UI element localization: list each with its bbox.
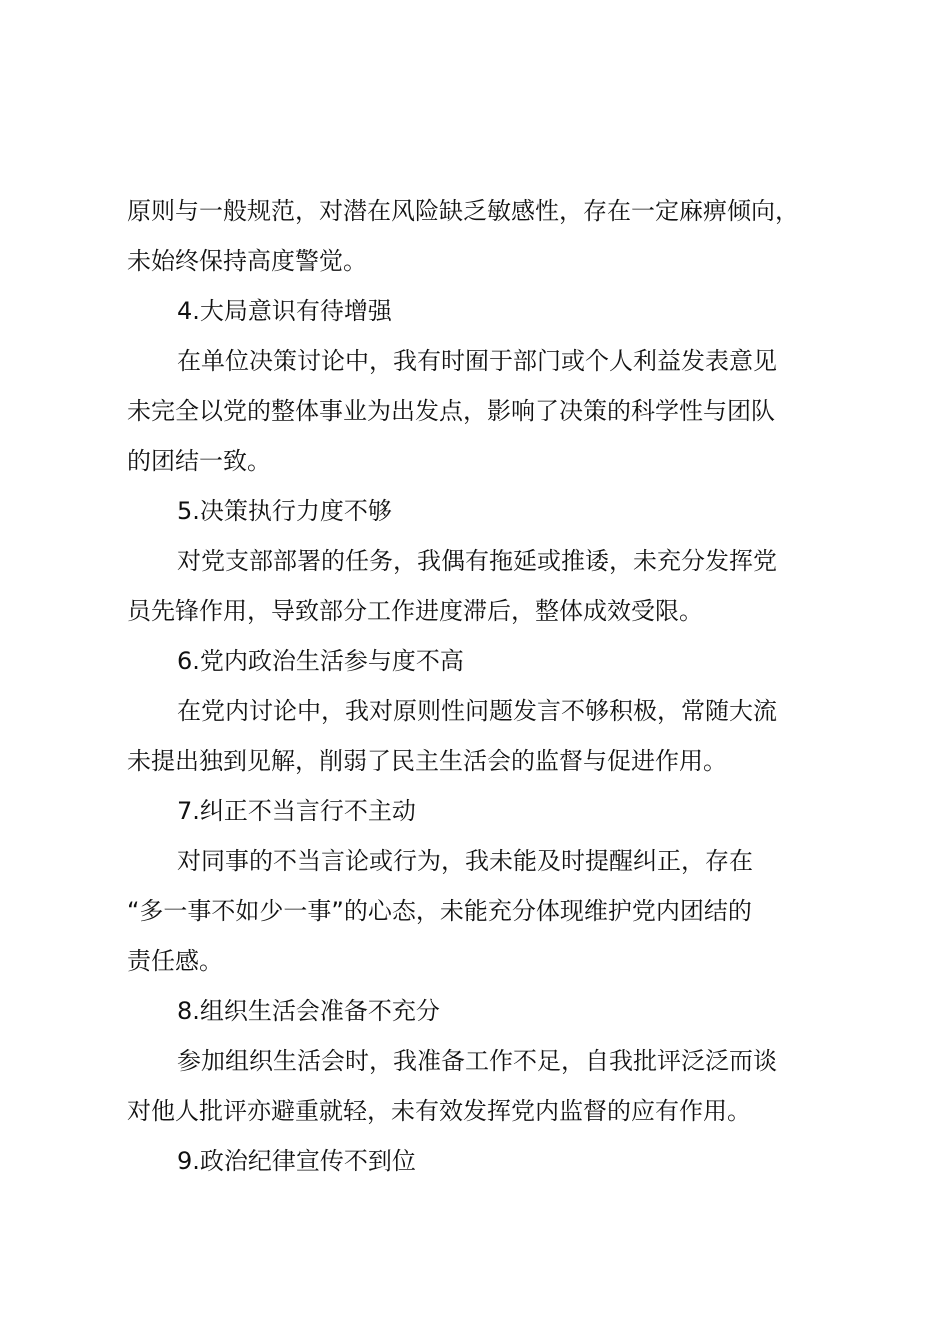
- body-text-line: 在单位决策讨论中，我有时囿于部门或个人利益发表意见: [177, 347, 777, 375]
- document-body: [127, 186, 847, 1186]
- body-text-line: 在党内讨论中，我对原则性问题发言不够积极，常随大流: [177, 697, 777, 725]
- body-text-line: 的团结一致。: [127, 447, 271, 475]
- section-heading: 5.决策执行力度不够: [177, 497, 392, 525]
- section-heading: 7.纠正不当言行不主动: [177, 797, 416, 825]
- section-heading: 8.组织生活会准备不充分: [177, 997, 440, 1025]
- body-text-line: 责任感。: [127, 947, 223, 975]
- section-heading: 6.党内政治生活参与度不高: [177, 647, 464, 675]
- body-text-line: 参加组织生活会时，我准备工作不足，自我批评泛泛而谈: [177, 1047, 777, 1075]
- body-text-line: 原则与一般规范，对潜在风险缺乏敏感性，存在一定麻痹倾向，: [127, 197, 799, 225]
- body-text-line: “多一事不如少一事”的心态，未能充分体现维护党内团结的: [127, 897, 752, 925]
- body-text-line: 对党支部部署的任务，我偶有拖延或推诿，未充分发挥党: [177, 547, 777, 575]
- body-text-line: 员先锋作用，导致部分工作进度滞后，整体成效受限。: [127, 597, 703, 625]
- body-text-line: 对同事的不当言论或行为，我未能及时提醒纠正，存在: [177, 847, 753, 875]
- body-text-line: 未完全以党的整体事业为出发点，影响了决策的科学性与团队: [127, 397, 775, 425]
- body-text-line: 未提出独到见解，削弱了民主生活会的监督与促进作用。: [127, 747, 727, 775]
- section-heading: 9.政治纪律宣传不到位: [177, 1147, 416, 1175]
- body-text-line: 未始终保持高度警觉。: [127, 247, 367, 275]
- section-heading: 4.大局意识有待增强: [177, 297, 392, 325]
- body-text-line: 对他人批评亦避重就轻，未有效发挥党内监督的应有作用。: [127, 1097, 751, 1125]
